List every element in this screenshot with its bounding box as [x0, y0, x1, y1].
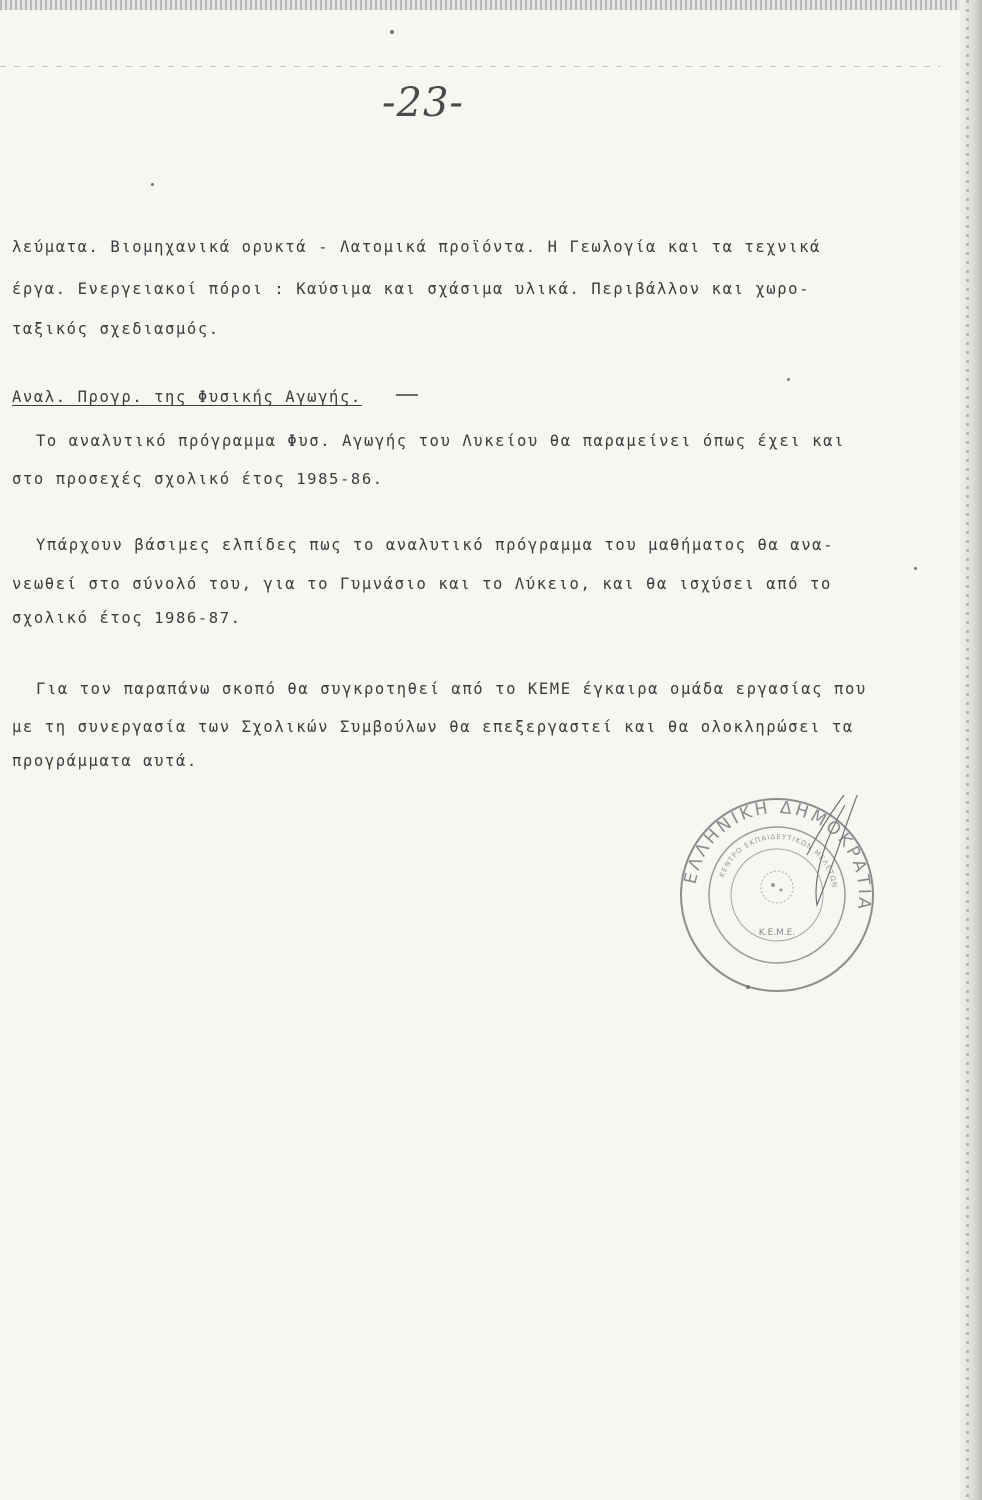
- paragraph-line: σχολικό έτος 1986-87.: [12, 609, 242, 627]
- paragraph-line: Υπάρχουν βάσιμες ελπίδες πως το αναλυτικό πρόγραμμα του μαθήματος θα ανα-: [36, 536, 835, 554]
- paragraph-line: έργα. Ενεργειακοί πόροι : Καύσιμα και σχάσιμα υλικά. Περιβάλλον και χωρο-: [12, 280, 811, 298]
- paragraph-line: νεωθεί στο σύνολό του, για το Γυμνάσιο και το Λύκειο, και θα ισχύσει από το: [12, 575, 832, 593]
- paragraph-line: στο προσεχές σχολικό έτος 1985-86.: [12, 470, 384, 488]
- heading-dash: [396, 394, 418, 396]
- scan-speck: [746, 985, 750, 989]
- scan-speck: [787, 378, 790, 381]
- stamp-outer-text: ΕΛΛΗΝΙΚΗ ΔΗΜΟΚΡΑΤΙΑ: [680, 797, 875, 914]
- paragraph-line: λεύματα. Βιομηχανικά ορυκτά - Λατομικά προϊόντα. Η Γεωλογία και τα τεχνικά: [12, 238, 821, 256]
- scan-speck: [151, 183, 154, 186]
- page-number: -23-: [382, 80, 464, 126]
- stamp-inner-text: ΚΕΝΤΡΟ ΕΚΠΑΙΔΕΥΤΙΚΩΝ ΜΕΛΕΤΩΝ: [718, 832, 839, 889]
- section-heading: Αναλ. Προγρ. της Φυσικής Αγωγής.: [12, 388, 362, 406]
- scan-right-edge: [960, 0, 982, 1500]
- stamp-graphic: [677, 795, 877, 995]
- paragraph-line: ταξικός σχεδιασμός.: [12, 320, 220, 338]
- stamp-center-text: Κ.Ε.Μ.Ε.: [758, 928, 796, 938]
- paragraph-line: προγράμματα αυτά.: [12, 752, 198, 770]
- paragraph-line: Το αναλυτικό πρόγραμμα Φυσ. Αγωγής του Λυκείου θα παραμείνει όπως έχει και: [36, 432, 845, 450]
- scan-speck: [390, 30, 394, 34]
- fold-line: [0, 66, 940, 67]
- paragraph-line: Για τον παραπάνω σκοπό θα συγκροτηθεί από το ΚΕΜΕ έγκαιρα ομάδα εργασίας που: [36, 680, 867, 698]
- scan-speck: [914, 567, 917, 570]
- official-stamp: [677, 795, 877, 995]
- paragraph-line: με τη συνεργασία των Σχολικών Συμβούλων θα επεξεργαστεί και θα ολοκληρώσει τα: [12, 718, 854, 736]
- scan-top-edge: [0, 0, 982, 10]
